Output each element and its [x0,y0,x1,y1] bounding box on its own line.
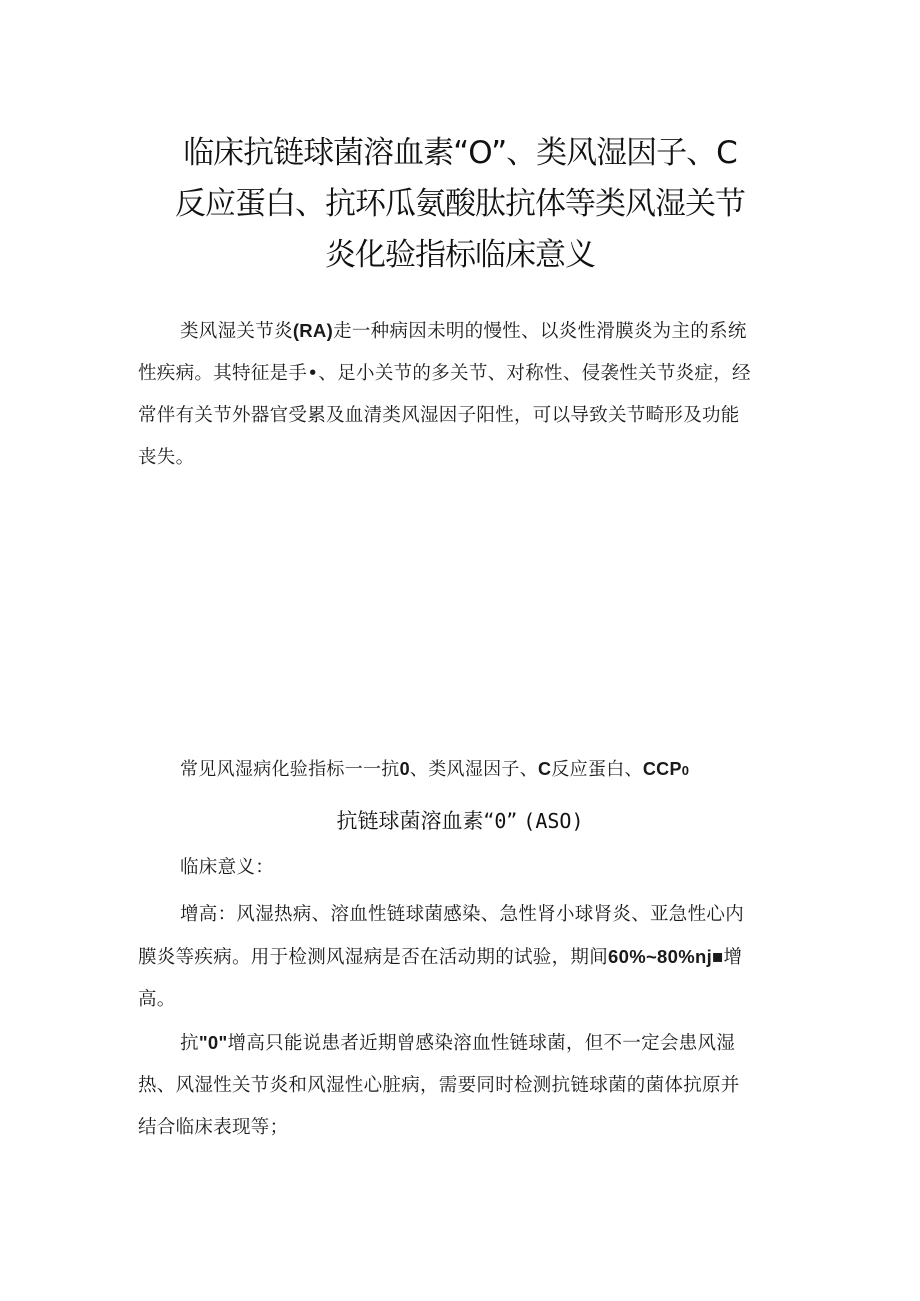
intro-line-3: 常伴有关节外器官受累及血清类风湿因子阳性，可以导致关节畸形及功能 [138,405,740,426]
title-line-2: 反应蛋白、抗环瓜氨酸肽抗体等类风湿关节 [175,186,745,222]
clinical-label: 临床意义： [180,857,275,878]
section-paragraph-1: 增高：风湿热病、溶血性链球菌感染、急性肾小球肾炎、亚急性心内 膜炎等疾病。用于检测风湿病是否在活动期的试验，期间60%~80%nj■增 高。 [138,904,745,1010]
section-heading: 抗链球菌溶血素“0” (ASO) [336,809,584,833]
intro-line-2: 性疾病。其特征是手•、足小关节的多关节、对称性、侵袭性关节炎症，经 [138,363,751,384]
title-line-3: 炎化验指标临床意义 [325,237,595,273]
summary-line: 常见风湿病化验指标一一抗0、类风湿因子、C反应蛋白、CCP0 [180,759,690,780]
document-title [120,128,800,281]
intro-line-4: 丧失。 [138,447,195,468]
intro-line-1: 类风湿关节炎(RA)走一种病因未明的慢性、以炎性滑膜炎为主的系统 [180,320,747,342]
intro-paragraph [138,310,788,479]
title-line-1: 临床抗链球菌溶血素“O”、类风湿因子、C [183,135,737,171]
section-paragraph-2: 抗"0"增高只能说患者近期曾感染溶血性链球菌，但不一定会患风湿 热、风湿性关节炎和风湿性心脏病，需要同时检测抗链球菌的菌体抗原并 结合临床表现等； [138,1032,740,1138]
